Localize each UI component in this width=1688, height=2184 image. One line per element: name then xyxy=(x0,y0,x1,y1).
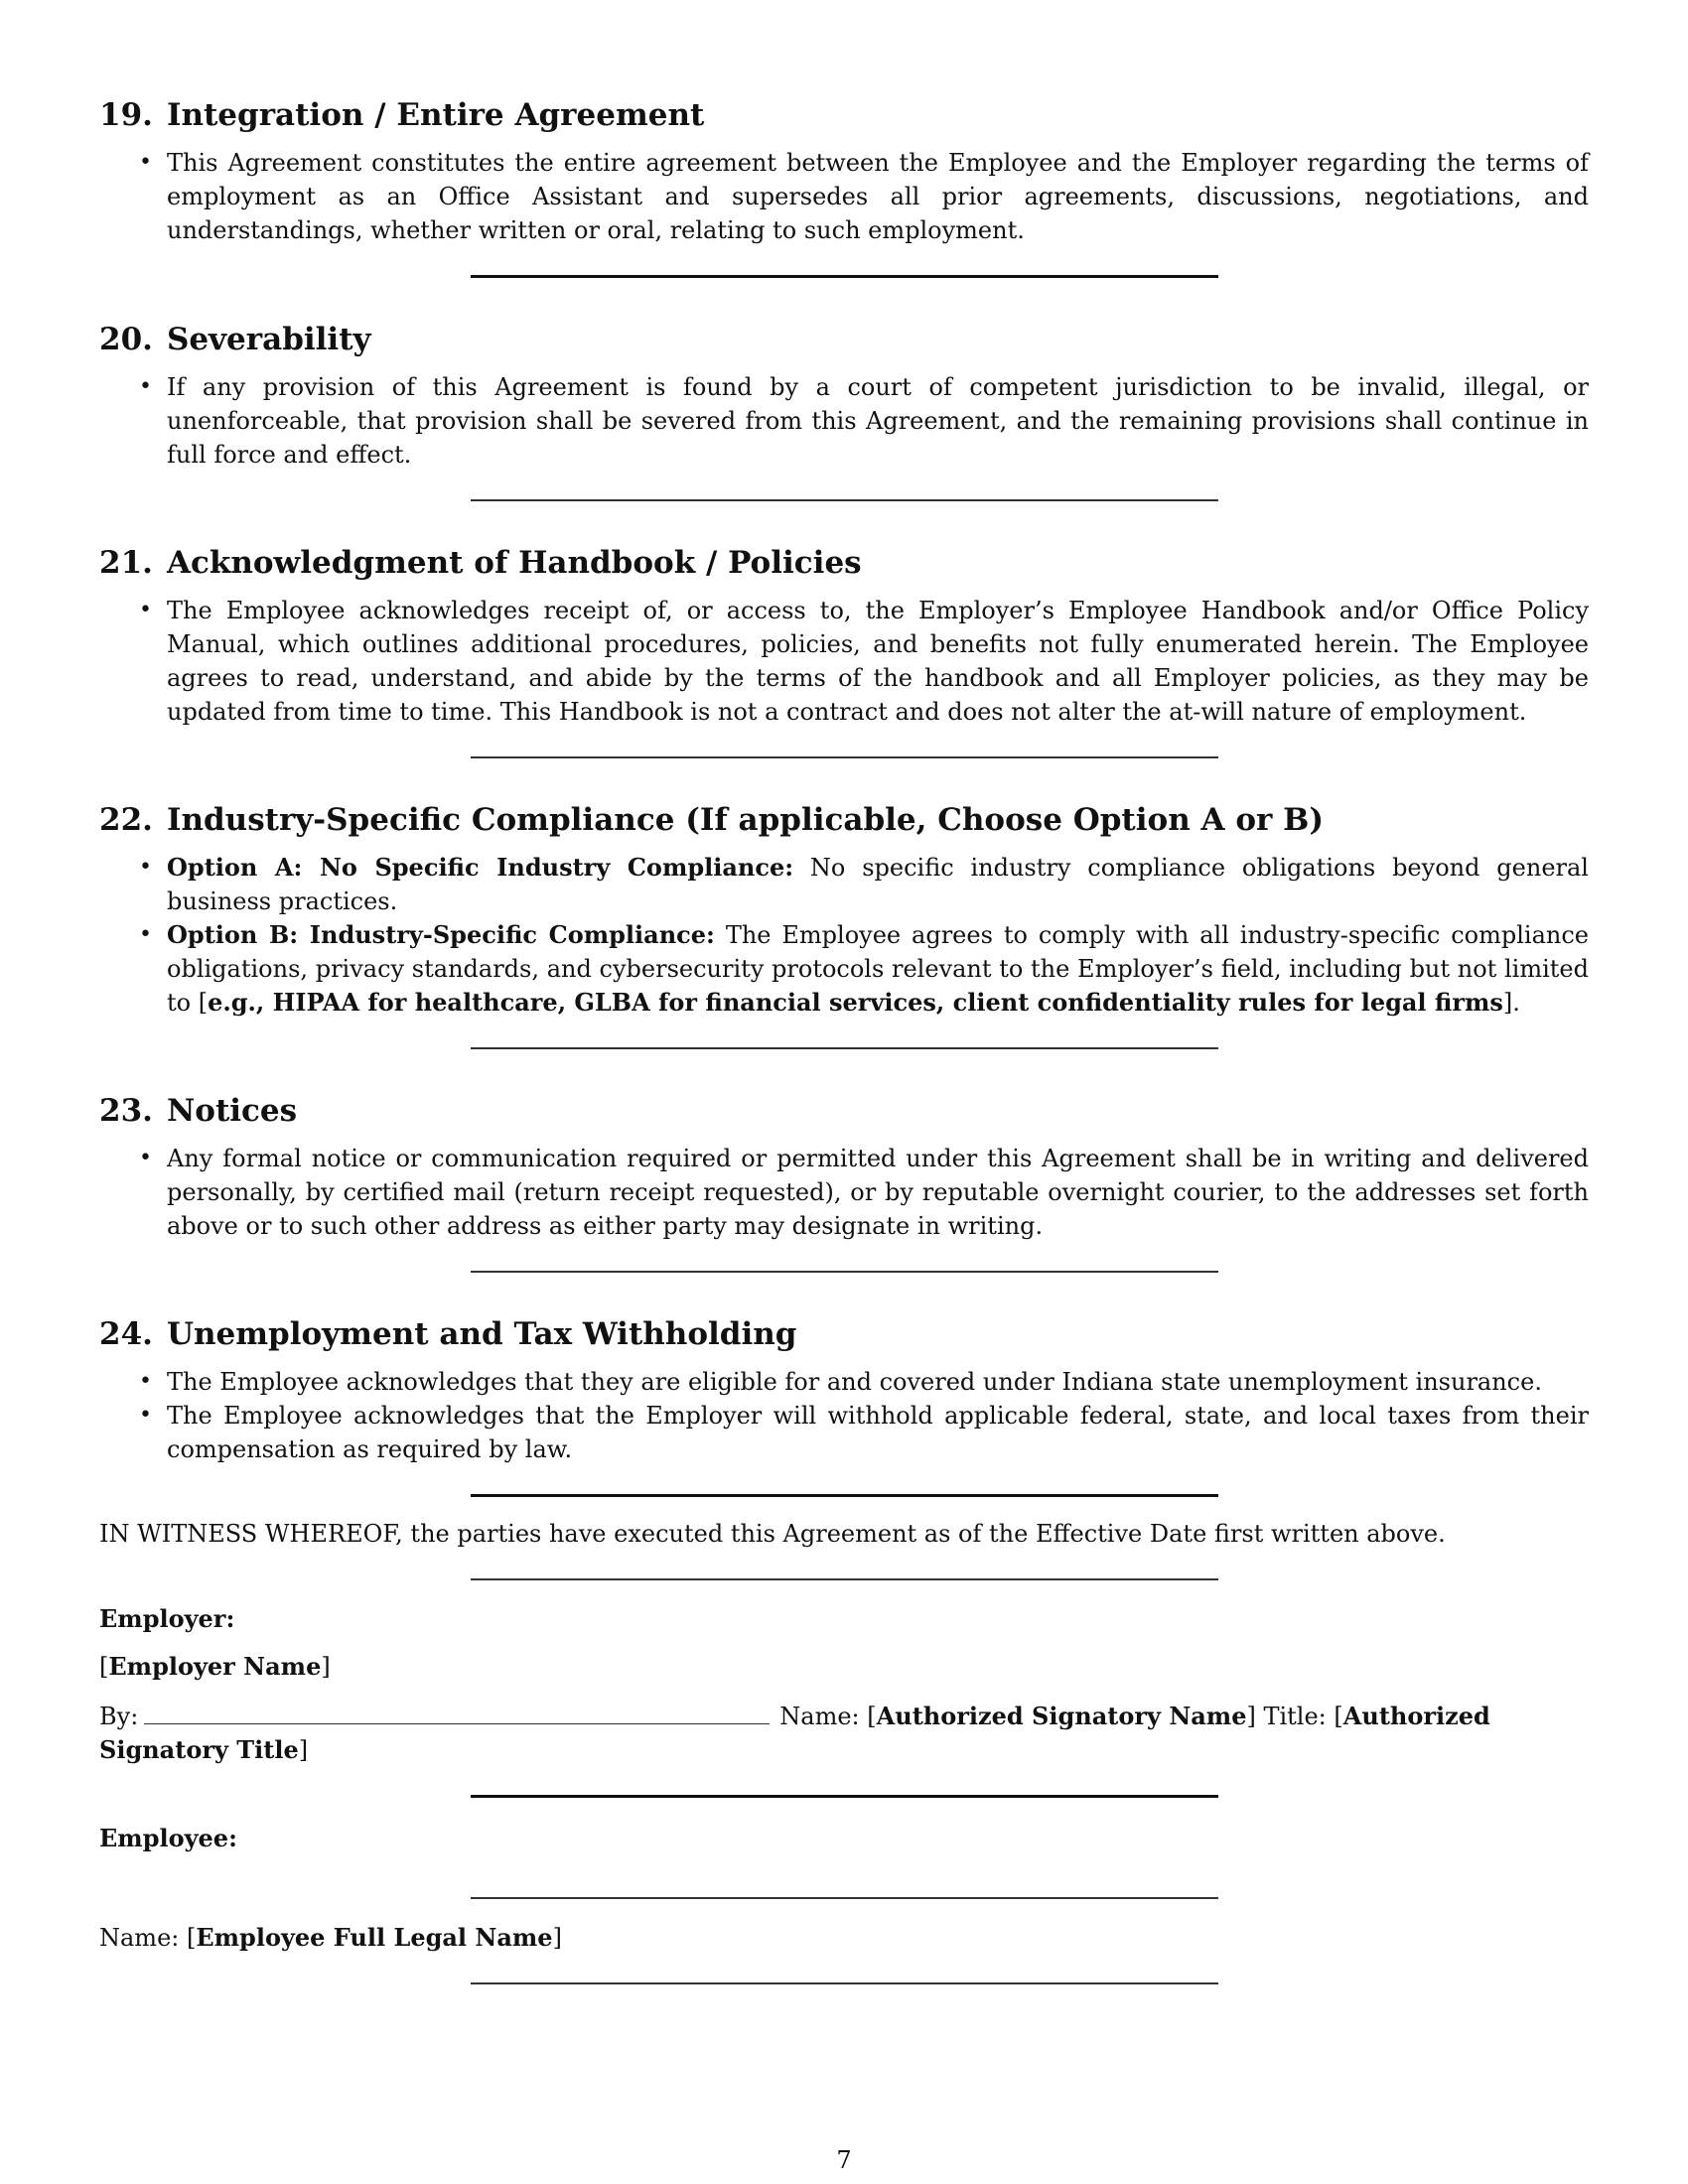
divider xyxy=(471,1494,1218,1497)
employer-signature-field[interactable] xyxy=(144,1702,770,1724)
section-title: Unemployment and Tax Withholding xyxy=(166,1316,797,1352)
option-b-text: The Employee agrees to comply with all industry-specific compliance obligations, privacy standards, and cybersecurity protocols relevant to the Employer’s field, including but not limited to [ xyxy=(167,921,1589,1017)
option-b-label: Option B: Industry-Specific Compliance: xyxy=(167,920,715,949)
section-20-heading xyxy=(99,320,1589,359)
list-item: • The Employee acknowledges that the Employer will withhold applicable federal, state, and local taxes from their compensation as required by law. xyxy=(99,1399,1589,1466)
employer-name: Employer Name xyxy=(108,1652,322,1681)
list-item: • Any formal notice or communication required or permitted under this Agreement shall be in writing and delivered personally, by certified mail (return receipt requested), or by reputable overnight courier, to the addresses set forth above or to such other address as either party may designate in writing. xyxy=(99,1142,1589,1243)
section-title: Severability xyxy=(166,322,371,357)
list-item: • The Employee acknowledges that they are eligible for and covered under Indiana state unemployment insurance. xyxy=(99,1365,1589,1399)
option-b-examples: e.g., HIPAA for healthcare, GLBA for financial services, client confidentiality rules for legal firms xyxy=(208,988,1503,1017)
option-a-label: Option A: No Specific Industry Compliance: xyxy=(167,853,794,882)
section-number: 21. xyxy=(99,545,153,581)
section-number: 24. xyxy=(99,1316,153,1352)
option-a-item xyxy=(99,851,1589,918)
option-b-end: ]. xyxy=(1502,989,1520,1017)
name-label: Name: [ xyxy=(779,1703,877,1730)
section-title: Industry-Specific Compliance (If applicable, Choose Option A or B) xyxy=(166,802,1325,838)
employer-name-line xyxy=(99,1650,1589,1684)
employee-label: Employee: xyxy=(99,1824,237,1852)
employer-label: Employer: xyxy=(99,1604,235,1633)
section-24-list xyxy=(99,1365,1589,1466)
option-a-text: No specific industry compliance obligations beyond general business practices. xyxy=(167,854,1589,915)
section-title: Notices xyxy=(166,1093,298,1129)
section-title: Integration / Entire Agreement xyxy=(166,97,705,133)
title-label: ] Title: [ xyxy=(1246,1703,1343,1730)
divider xyxy=(471,756,1218,758)
divider xyxy=(471,1578,1218,1580)
divider xyxy=(471,1897,1218,1899)
option-b-item xyxy=(99,918,1589,1020)
divider xyxy=(471,275,1218,278)
section-number: 22. xyxy=(99,802,153,838)
section-number: 20. xyxy=(99,322,153,357)
bracket-close: ] xyxy=(321,1653,331,1681)
list-item: • If any provision of this Agreement is found by a court of competent jurisdiction to be invalid, illegal, or unenforceable, that provision shall be severed from this Agreement, and the remaining provisions shall continue in full force and effect. xyxy=(99,370,1589,472)
section-number: 19. xyxy=(99,97,153,133)
list-item: • This Agreement constitutes the entire agreement between the Employee and the Employer regarding the terms of employment as an Office Assistant and supersedes all prior agreements, discussions, negotiations, and understandings, whether written or oral, relating to such employment. xyxy=(99,146,1589,247)
employee-name-line xyxy=(99,1921,1589,1955)
divider xyxy=(471,1047,1218,1049)
employer-signature-line xyxy=(99,1700,1589,1767)
bracket-close: ] xyxy=(552,1924,562,1952)
divider xyxy=(471,499,1218,501)
divider xyxy=(471,1982,1218,1984)
witness-statement: IN WITNESS WHEREOF, the parties have executed this Agreement as of the Effective Date first written above. xyxy=(99,1520,1446,1548)
section-22-heading xyxy=(99,800,1589,840)
by-label: By: xyxy=(99,1703,139,1730)
section-number: 23. xyxy=(99,1093,153,1129)
divider xyxy=(471,1271,1218,1273)
section-23-heading xyxy=(99,1091,1589,1131)
employee-full-name: Employee Full Legal Name xyxy=(196,1923,553,1952)
name-label: Name: [ xyxy=(99,1924,197,1952)
section-20-list xyxy=(99,370,1589,472)
section-23-list xyxy=(99,1142,1589,1243)
section-21-heading xyxy=(99,543,1589,583)
section-24-heading xyxy=(99,1314,1589,1354)
section-19-list xyxy=(99,146,1589,247)
signatory-title: Authorized Signatory Title xyxy=(99,1702,1490,1764)
list-item: • The Employee acknowledges receipt of, or access to, the Employer’s Employee Handbook and/or Office Policy Manual, which outlines additional procedures, policies, and benefits not fully enumerated herein. The Employee agrees to read, understand, and abide by the terms of the handbook and all Employer policies, as they may be updated from time to time. This Handbook is not a contract and does not alter the at-will nature of employment. xyxy=(99,594,1589,729)
section-22-list xyxy=(99,851,1589,1020)
section-title: Acknowledgment of Handbook / Policies xyxy=(166,545,862,581)
bracket-open: [ xyxy=(99,1653,109,1681)
page-number: 7 xyxy=(836,2146,852,2174)
document-page xyxy=(99,95,1589,1984)
section-21-list xyxy=(99,594,1589,729)
signatory-name: Authorized Signatory Name xyxy=(876,1702,1247,1730)
bracket-close: ] xyxy=(298,1736,309,1764)
divider xyxy=(471,1795,1218,1798)
section-19-heading xyxy=(99,95,1589,135)
